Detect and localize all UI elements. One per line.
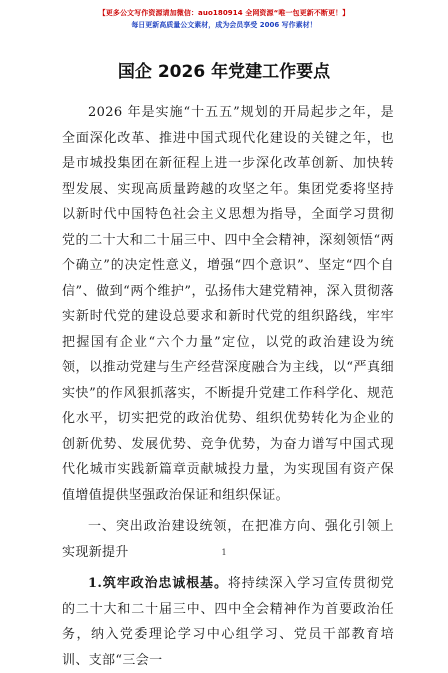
item-text: 将持续深入学习宣传贯彻党的二十大和二十届三中、四中全会精神作为首要政治任务，纳入党委理论学习中心组学习、党员干部教育培训、支部“三会一 [62,576,395,668]
section-heading: 一、突出政治建设统领，在把准方向、强化引领上实现新提升 [62,519,394,560]
item-paragraph [62,571,394,673]
document-title: 国企 2026 年党建工作要点 [117,62,331,82]
item-label: 1.筑牢政治忠诚根基。 [88,576,228,591]
promo-banner-top: 【更多公文写作资源请加微信：auo180914 全网资源“唯一包更新不断更！】 [98,9,350,17]
document-body [62,100,394,673]
promo-banner-sub: 每日更新高质量公文素材，成为会员享受 2006 写作素材！ [131,21,317,29]
page-number: 1 [221,548,227,557]
intro-paragraph: 2026 年是实施“十五五”规划的开局起步之年，是全面深化改革、推进中国式现代化建设的关键之年，也是市城投集团在新征程上进一步深化改革创新、加快转型发展、实现高质量跨越的攻坚之年。集团党委将坚持以新时代中国特色社会主义思想为指导，全面学习贯彻党的二十大和二十届三中、四中全会精神，深刻领悟“两个确立”的决定性意义，增强“四个意识”、坚定“四个自信”、做到“两个维护”，弘扬伟大建党精神，深入贯彻落实新时代党的建设总要求和新时代党的组织路线，牢牢把握国有企业“六个力量”定位，以党的政治建设为统领，以推动党建与生产经营深度融合为主线，以“严真细实快”的作风狠抓落实，不断提升党建工作科学化、规范化水平，切实把党的政治优势、组织优势转化为企业的创新优势、发展优势、竞争优势，为奋力谱写中国式现代化城市实践新篇章贡献城投力量，为实现国有资产保值增值提供坚强政治保证和组织保证。 [62,105,394,503]
